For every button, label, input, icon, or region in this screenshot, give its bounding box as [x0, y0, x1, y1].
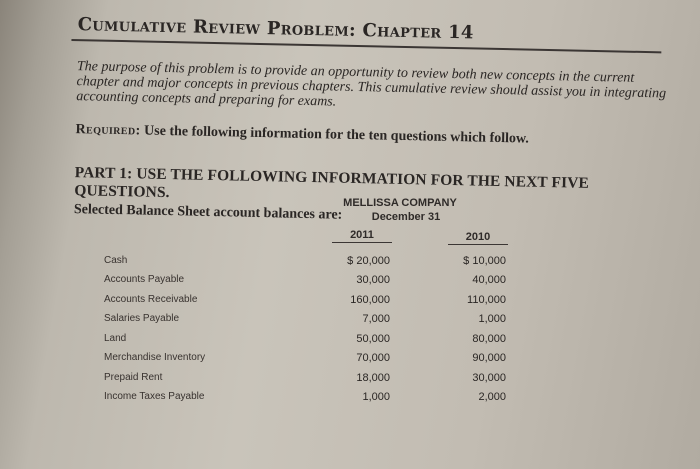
account-name: Income Taxes Payable — [104, 391, 205, 402]
table-row — [104, 274, 504, 290]
required-text: Use the following information for the ten questions which follow. — [143, 123, 529, 147]
balance-2011: 18,000 — [356, 372, 390, 384]
title-text: Cumulative Review Problem: Chapter — [77, 14, 442, 43]
statement-date: December 31 — [371, 211, 441, 223]
account-name: Merchandise Inventory — [104, 352, 206, 363]
table-row — [104, 372, 504, 388]
balance-2011: 70,000 — [356, 352, 390, 364]
balance-2010: 30,000 — [472, 372, 506, 384]
balance-2011: 7,000 — [362, 313, 390, 325]
balance-2010: 40,000 — [472, 274, 506, 286]
balance-2010: 90,000 — [472, 352, 506, 364]
balance-2010: 80,000 — [472, 333, 506, 345]
chapter-number: 14 — [447, 21, 474, 44]
table-row — [104, 294, 504, 310]
table-row — [104, 391, 504, 407]
balance-2010: 110,000 — [467, 294, 506, 306]
table-row — [104, 333, 504, 349]
account-name: Prepaid Rent — [104, 372, 163, 383]
balance-2011: 160,000 — [350, 294, 390, 306]
balance-2010: 1,000 — [478, 313, 506, 325]
column-header-2010: 2010 — [448, 231, 508, 245]
required-line — [75, 122, 679, 151]
table-row — [104, 352, 504, 368]
account-name: Accounts Payable — [104, 274, 185, 285]
balance-2010: $ 10,000 — [463, 255, 506, 267]
account-name: Cash — [104, 255, 128, 266]
balance-2011: 1,000 — [362, 391, 390, 403]
balance-2010: 2,000 — [478, 391, 506, 403]
account-name: Salaries Payable — [104, 313, 180, 324]
company-name: MELLISSA COMPANY — [343, 197, 457, 209]
account-name: Land — [104, 333, 127, 344]
selected-heading: Selected Balance Sheet account balances are: — [73, 202, 343, 223]
column-header-2011: 2011 — [332, 229, 392, 243]
required-label: Required: — [75, 122, 141, 139]
table-row — [104, 255, 504, 271]
balance-2011: 30,000 — [356, 274, 390, 286]
intro-paragraph: The purpose of this problem is to provide an opportunity to review both new concepts in the current chapter and major concepts in previous chapters. This cumulative review should assist you in integrating accounting concepts and preparing for exams. — [76, 59, 667, 110]
table-row — [104, 313, 504, 329]
balance-2011: 50,000 — [356, 333, 390, 345]
balance-2011: $ 20,000 — [347, 255, 390, 267]
part-heading: PART 1: USE THE FOLLOWING INFORMATION FOR THE NEXT FIVE QUESTIONS. — [74, 164, 590, 202]
account-name: Accounts Receivable — [104, 294, 198, 305]
